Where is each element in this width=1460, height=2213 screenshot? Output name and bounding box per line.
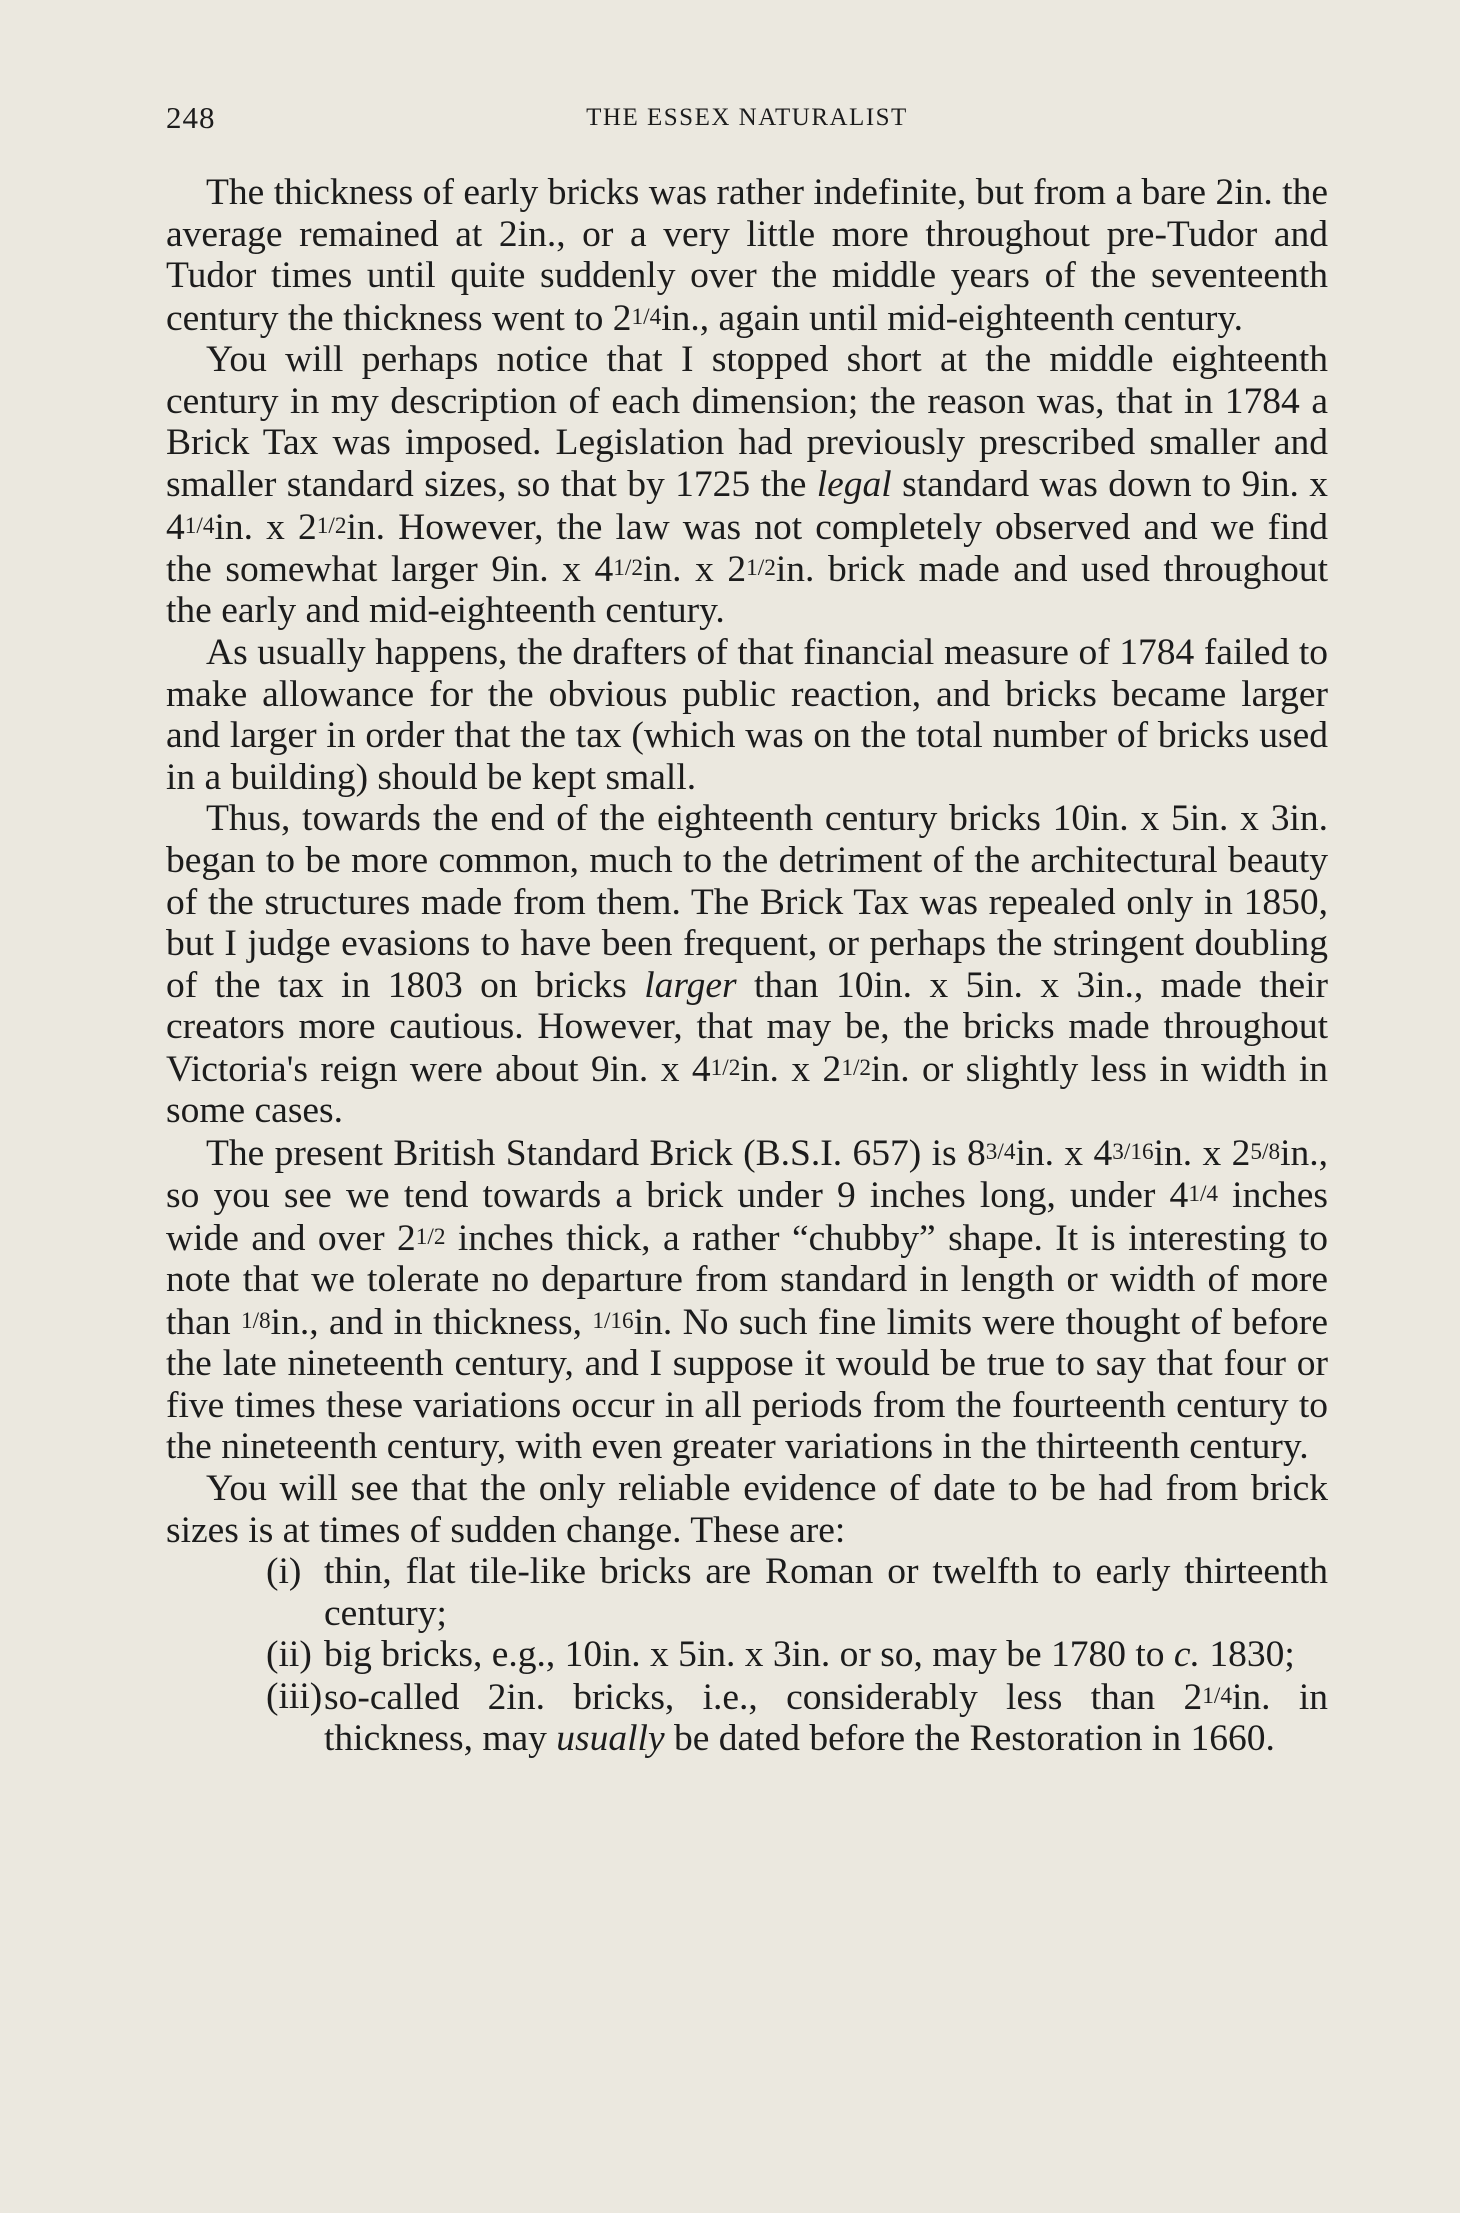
text-run: big bricks, e.g., 10in. x 5in. x 3in. or so, may be 1780 to [324,1634,1174,1676]
text-run: As usually happens, the drafters of that financial measure of 1784 failed to make allowance for the obvious public reaction, and bricks became larger and larger in order that the tax (which was on the total number of bricks used in a building) should be kept small. [166,631,1328,798]
text-run: in. brick made and used throughout the early and mid-eighteenth century. [166,548,1328,632]
page-header [166,100,1328,150]
list-item-text [324,1677,1328,1760]
fraction: 3/16 [1112,1138,1154,1165]
text-run: in. or slightly less in width in some cases. [166,1048,1329,1132]
text-run: in. x 2 [214,506,317,548]
list-item-text [324,1551,1328,1634]
text-run: in. x 2 [740,1048,842,1090]
text-run: The thickness of early bricks was rather indefinite, but from a bare 2in. the average remained at 2in., or a very little more throughout pre-Tudor and Tudor times until quite suddenly over the middle years of the seventeenth century the thickness went to 2 [166,172,1328,339]
text-run: in. No such fine limits were thought of before the late nineteenth century, and I suppose it would be true to say that four or five times these variations occur in all periods from the fourteenth century to the nineteenth century, with even greater variations in the thirteenth century. [166,1301,1328,1468]
text-run: You will see that the only reliable evidence of date to be had from brick sizes is at times of sudden change. These are: [166,1467,1328,1551]
fraction: 1/2 [415,1223,446,1250]
dating-criteria-list [166,1551,1328,1760]
list-item [206,1551,1328,1634]
text-run: Thus, towards the end of the eighteenth century bricks 10in. x 5in. x 3in. began to be more common, much to the detriment of the architectural beauty of the structures made from them. The Brick Tax was repealed only in 1850, but I judge evasions to have been frequent, or perhaps the stringent doubling of the tax in 1803 on bricks [166,798,1328,1006]
paragraph [166,798,1328,1132]
text-run: The present British Standard Brick (B.S.I. 657) is 8 [206,1132,986,1174]
paragraph [166,1468,1328,1551]
text-run: so-called 2in. bricks, i.e., considerably less than 2 [324,1676,1203,1718]
paragraph [166,172,1328,339]
text-run: in., and in thickness, [270,1301,593,1343]
text-run: inches wide and over 2 [166,1175,1328,1259]
paragraph [166,1132,1328,1468]
fraction: 1/4 [1202,1682,1232,1709]
fraction: 1/4 [631,303,662,330]
text-run: standard was down to 9in. x 4 [166,463,1328,548]
fraction: 5/8 [1250,1138,1281,1165]
text-run: in. x 4 [1015,1132,1113,1174]
text-run: in., so you see we tend towards a brick under 9 inches long, under 4 [166,1132,1328,1217]
text-run: in., again until mid-eighteenth century. [661,297,1244,339]
fraction: 1/2 [841,1054,872,1081]
text-run: You will perhaps notice that I stopped short at the middle eighteenth century in my description of each dimension; the reason was, that in 1784 a Brick Tax was imposed. Legislation had previously prescribed smaller and smaller standard sizes, so that by 1725 the [166,339,1328,505]
text-run: be dated before the Restoration in 1660. [664,1718,1275,1760]
fraction: 1/4 [184,512,215,539]
running-title: THE ESSEX NATURALIST [586,104,908,131]
fraction: 1/4 [1188,1181,1219,1208]
fraction: 1/2 [710,1054,741,1081]
italic-text: usually [556,1718,665,1760]
paragraph [166,339,1328,632]
list-item [206,1676,1328,1760]
text-run: in. in thickness, may [324,1676,1328,1760]
italic-text: legal [816,463,892,505]
text-run: in. x 2 [642,548,747,590]
page-number: 248 [166,100,216,135]
article-body [166,172,1328,1760]
fraction: 1/2 [613,554,643,581]
list-marker: (i) [266,1551,302,1593]
list-item-text [324,1634,1295,1675]
fraction: 1/16 [592,1307,634,1334]
text-run: inches thick, a rather “chubby” shape. It is interesting to note that we tolerate no departure from standard in length or width of more than [166,1217,1329,1343]
paragraph [166,632,1328,798]
list-marker: (ii) [266,1634,312,1676]
list-item [206,1634,1328,1676]
text-run: in. However, the law was not completely observed and we find the somewhat larger 9in. x 4 [166,506,1329,590]
text-run: 1830; [1199,1634,1295,1676]
text-run: thin, flat tile-like bricks are Roman or twelfth to early thirteenth century; [324,1551,1328,1634]
fraction: 1/2 [746,554,776,581]
fraction: 3/4 [985,1138,1016,1165]
list-marker: (iii) [266,1675,323,1717]
italic-text: c. [1173,1634,1200,1676]
fraction: 1/8 [240,1307,271,1334]
fraction: 1/2 [316,512,347,539]
text-run: in. x 2 [1153,1132,1251,1174]
italic-text: larger [644,964,737,1006]
text-run: than 10in. x 5in. x 3in., made their creators more cautious. However, that may be, the bricks made throughout Victoria's reign were about 9in. x 4 [166,964,1328,1090]
